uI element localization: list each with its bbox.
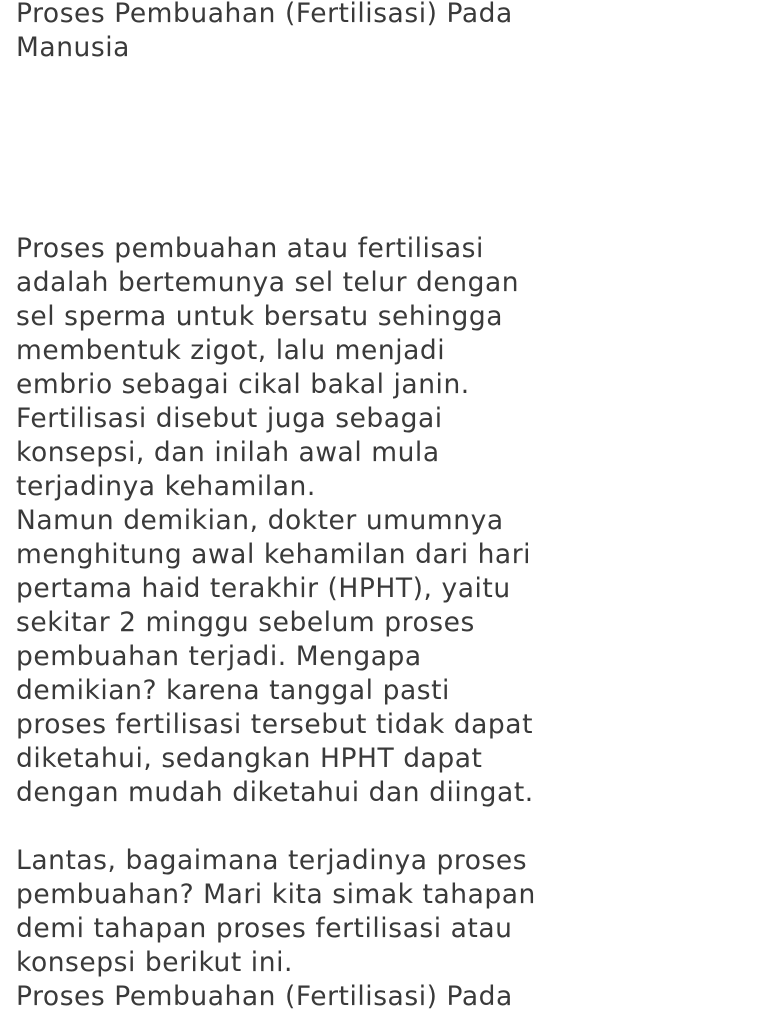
- paragraph-line: sel sperma untuk bersatu sehingga: [16, 301, 504, 332]
- paragraph-hpht: [16, 504, 536, 810]
- paragraph-line: adalah bertemunya sel telur dengan: [16, 267, 520, 298]
- paragraph-line: konsepsi, dan inilah awal mula: [16, 437, 440, 468]
- title-line: Proses Pembuahan (Fertilisasi) Pada: [16, 0, 513, 29]
- paragraph-line: pembuahan? Mari kita simak tahapan: [16, 879, 536, 910]
- paragraph-line: demi tahapan proses fertilisasi atau: [16, 913, 513, 944]
- section-subheading: [16, 980, 536, 1014]
- paragraph-definition: [16, 232, 536, 504]
- paragraph-line: sekitar 2 minggu sebelum proses: [16, 607, 475, 638]
- paragraph-line: proses fertilisasi tersebut tidak dapat: [16, 709, 534, 740]
- subheading-line: Proses Pembuahan (Fertilisasi) Pada: [16, 981, 513, 1012]
- paragraph-line: terjadinya kehamilan.: [16, 471, 316, 502]
- paragraph-line: diketahui, sedangkan HPHT dapat: [16, 743, 483, 774]
- paragraph-line: dengan mudah diketahui dan diingat.: [16, 777, 534, 808]
- paragraph-line: pembuahan terjadi. Mengapa: [16, 641, 422, 672]
- title-line: Manusia: [16, 32, 130, 63]
- article-title: [16, 0, 513, 65]
- paragraph-line: Lantas, bagaimana terjadinya proses: [16, 845, 528, 876]
- paragraph-line: pertama haid terakhir (HPHT), yaitu: [16, 573, 511, 604]
- paragraph-intro-steps: [16, 844, 536, 980]
- paragraph-line: Fertilisasi disebut juga sebagai: [16, 403, 443, 434]
- paragraph-line: Namun demikian, dokter umumnya: [16, 505, 504, 536]
- paragraph-line: Proses pembuahan atau fertilisasi: [16, 233, 484, 264]
- paragraph-line: demikian? karena tanggal pasti: [16, 675, 450, 706]
- paragraph-line: membentuk zigot, lalu menjadi: [16, 335, 446, 366]
- paragraph-line: embrio sebagai cikal bakal janin.: [16, 369, 470, 400]
- paragraph-line: konsepsi berikut ini.: [16, 947, 293, 978]
- paragraph-line: menghitung awal kehamilan dari hari: [16, 539, 532, 570]
- paragraph-gap: [16, 810, 536, 844]
- article-body: [16, 232, 536, 1014]
